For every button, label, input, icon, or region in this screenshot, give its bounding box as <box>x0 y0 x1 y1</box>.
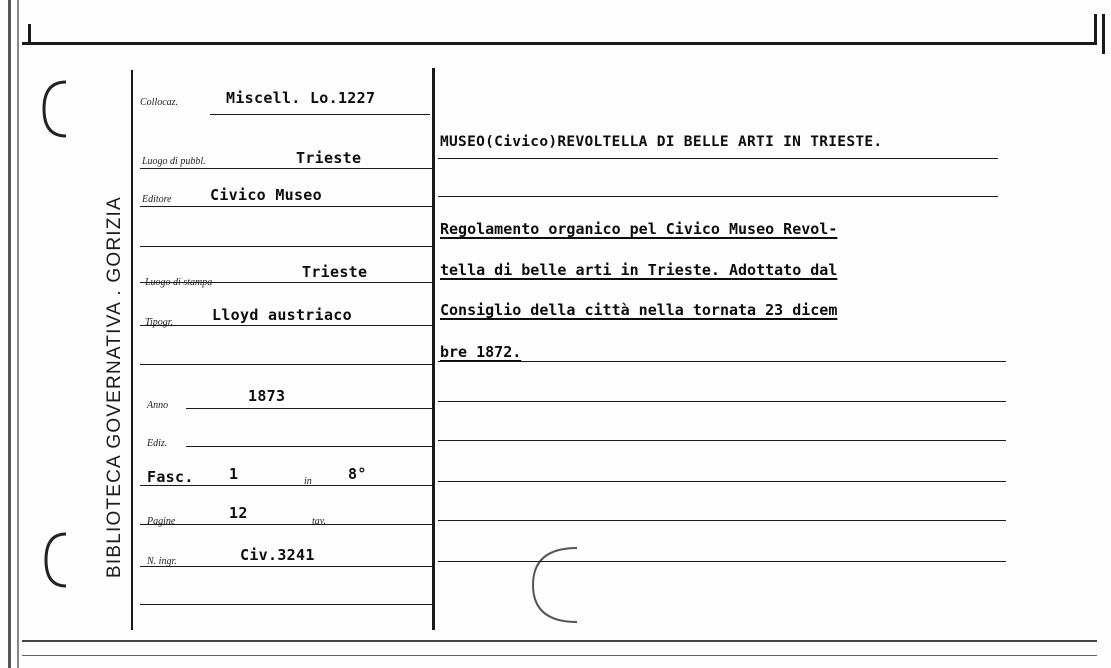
field-line <box>140 325 432 326</box>
description-line-4: bre 1872. <box>440 343 522 361</box>
left-column-divider <box>131 70 133 630</box>
field-line <box>140 364 432 365</box>
edizione-label: Ediz. <box>147 438 168 449</box>
tipografo-value: Lloyd austriaco <box>212 306 352 324</box>
anno-label: Anno <box>147 400 169 411</box>
n-ingr-value: Civ.3241 <box>240 546 315 564</box>
pagine-label: Pagine <box>147 516 176 527</box>
top-border-right-tick <box>1094 14 1097 45</box>
field-line <box>186 446 432 447</box>
field-line <box>140 246 432 247</box>
field-line <box>140 524 432 525</box>
field-line <box>186 408 432 409</box>
formato-label: in <box>304 476 312 487</box>
tavole-label: tav. <box>312 516 326 527</box>
formato-value: 8° <box>348 465 367 483</box>
n-ingr-label: N. ingr. <box>147 556 177 567</box>
field-line <box>140 168 432 169</box>
description-line-2: tella di belle arti in Trieste. Adottato dal <box>440 261 838 279</box>
ruled-line <box>438 481 1006 482</box>
fasc-label: Fasc. <box>147 468 194 486</box>
binder-hole-top-icon <box>36 78 76 140</box>
ruled-line <box>438 401 1006 402</box>
blank-line <box>438 196 998 197</box>
bottom-border <box>22 640 1097 642</box>
field-line <box>210 114 430 115</box>
ruled-line <box>438 361 1006 362</box>
pagine-value: 12 <box>229 504 248 522</box>
ruled-line <box>438 561 1006 562</box>
binder-hole-center-icon <box>515 540 585 630</box>
field-line <box>140 206 432 207</box>
top-right-mark <box>1102 14 1105 54</box>
library-name: BIBLIOTECA GOVERNATIVA . GORIZIA <box>104 196 125 578</box>
luogo-pubbl-value: Trieste <box>296 149 362 167</box>
description-line-3: Consiglio della città nella tornata 23 dicem <box>440 301 838 319</box>
fasc-value: 1 <box>229 465 239 483</box>
editore-value: Civico Museo <box>210 186 322 204</box>
luogo-pubbl-label: Luogo di pubbl. <box>142 156 206 167</box>
field-line <box>140 604 432 605</box>
card-heading: MUSEO(Civico)REVOLTELLA DI BELLE ARTI IN TRIESTE. <box>440 134 883 150</box>
middle-column-divider <box>432 68 435 630</box>
editore-label: Editore <box>142 194 172 205</box>
bottom-border-2 <box>22 655 1097 656</box>
left-edge-line-2 <box>17 0 19 668</box>
field-line <box>140 566 432 567</box>
ruled-line <box>438 440 1006 441</box>
ruled-line <box>438 520 1006 521</box>
luogo-stampa-value: Trieste <box>302 263 368 281</box>
luogo-stampa-label: Luogo di stampa <box>145 277 213 288</box>
binder-hole-bottom-icon <box>36 530 76 590</box>
description-line-1: Regolamento organico pel Civico Museo Revol- <box>440 220 838 238</box>
left-edge-line <box>8 0 11 668</box>
tipografo-label: Tipogr. <box>145 317 174 328</box>
top-border-left-tick <box>28 24 31 44</box>
collocazione-value: Miscell. Lo.1227 <box>226 89 376 107</box>
collocazione-label: Collocaz. <box>140 97 179 108</box>
heading-line <box>438 158 998 159</box>
anno-value: 1873 <box>248 387 286 405</box>
top-border <box>22 42 1097 45</box>
